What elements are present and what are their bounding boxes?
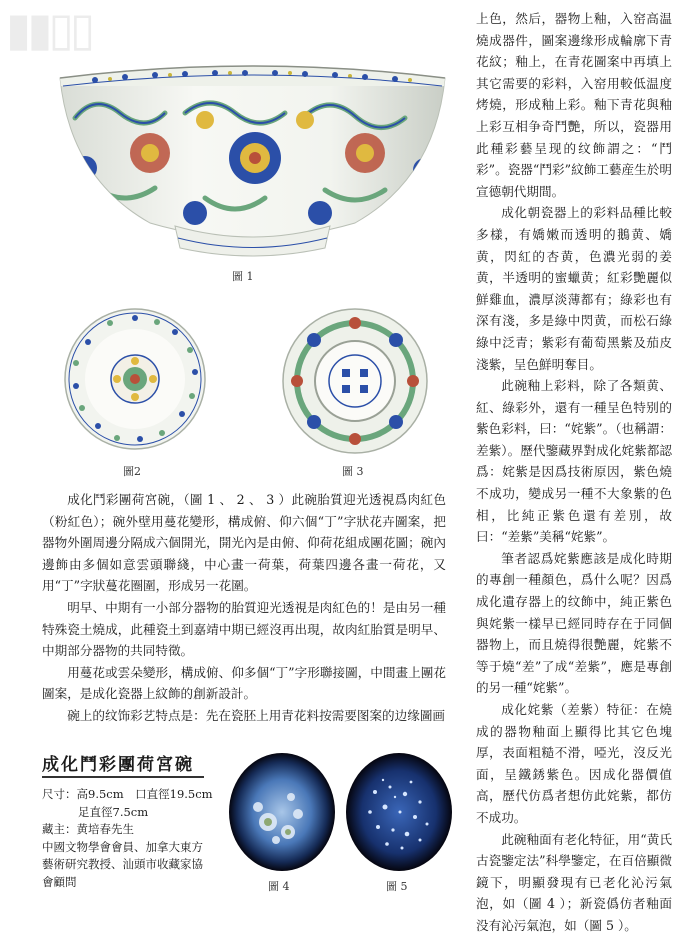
owner-row (42, 821, 222, 839)
size-value-2: 足直徑7.5cm (78, 804, 149, 819)
owner-bio-1: 中國文物學會會員、加拿大東方 (42, 839, 203, 854)
specimen-details (42, 786, 222, 891)
figure-5-microscope-new-bubbles-photo (345, 752, 453, 872)
right-paragraph-4: 筆者認爲姹紫應該是成化時期的專創一種顏色，爲什么呢？因爲成化遺存器上的纹飾中，純正紫色與姹紫一樣早已經同時存在于同個器物上，而且燒得很艷麗，姹紫不等于燒“差”了成“差紫”，應是專創的另一種“姹紫”。 (476, 550, 672, 696)
size-row (42, 786, 222, 804)
figure-1-bowl-side-photo (55, 58, 450, 268)
size-value-1: 高9.5cm 口直徑19.5cm (76, 787, 213, 801)
right-paragraph-6: 此碗釉面有老化特征，用“黄氏古瓷鑒定法”科學鑒定，在百倍顯微鏡下，明顯發現有已老化沁污氣泡，如（圖 4 ）；新瓷僞仿者釉面没有沁污氣泡，如（圖 5 ）。 (476, 831, 672, 933)
right-paragraph-1: 上色，然后，器物上釉，入窑高温燒成器件，圖案邊缘形成輪廓下青花紋；釉上，在青花圖案中再填上其它需要的彩料，入窑用較低温度烤燒，形成釉上彩。釉下青花與釉上彩互相争奇鬥艷，所以，瓷器用此種彩藝呈现的纹飾謂之：“鬥彩”。瓷器“鬥彩”紋飾工藝産生於明宣德朝代期間。 (476, 11, 672, 199)
left-paragraph-4: 碗上的纹饰彩艺特点是：先在瓷胚上用青花料按需要图案的边缘圖画 (67, 707, 445, 723)
owner-name: 黄培春先生 (76, 822, 134, 836)
right-column-body (476, 8, 672, 937)
owner-bio-3: 會顧問 (42, 874, 77, 889)
right-paragraph-5: 成化姹紫（差紫）特征：在燒成的器物釉面上顯得比其它色塊厚，表面粗糙不滑，啞光，沒反光面，呈鐵銹紫色。因成化器價值高，歷代仿爲者想仿此姹紫，都仿不成功。 (476, 702, 672, 825)
left-column-body (42, 489, 446, 727)
owner-label: 藏主： (42, 822, 77, 836)
right-paragraph-3: 此碗釉上彩料，除了各類黄、紅、綠彩外，還有一種呈色特别的紫色彩料，曰：“姹紫”。（也稱謂：差紫）。歷代鑒藏界對成化姹紫都認爲：姹紫是因爲技術原因，紫色燒不成功，變成另一種不大象紫的色相，比純正紫色還有差別，故曰：“差紫”美稱“姹紫”。 (476, 378, 672, 545)
figure-4-caption: 圖 4 (268, 880, 290, 893)
figure-1-caption: 圖 1 (232, 270, 254, 283)
left-paragraph-3: 用蔓花或雲朵變形，構成俯、仰多個“丁”字形聯接圖，中間畫上團花圖案，是成化瓷器上紋飾的創新設計。 (42, 664, 446, 702)
figure-2-caption: 圖2 (123, 465, 141, 478)
figure-3-bowl-base-photo (280, 306, 430, 456)
left-paragraph-1: 成化鬥彩團荷宮碗，（圖 1 、 2 、 3 ）此碗胎質迎光透視爲肉紅色（粉紅色）；碗外壁用蔓花變形，構成俯、仰六個“丁”字狀花卉圖案，把器物外圍周邊分隔成六個開光，開光內是由俯、仰荷花組成團花圖；碗內邊飾由多個如意雲頭聯綫，中心畫一荷葉，荷葉四邊各畫一荷花，又用“丁”字狀蔓花圈圍，形成另一花圍。 (42, 492, 446, 594)
right-paragraph-2: 成化朝瓷器上的彩料品種比較多樣，有嬌嫩而透明的鵝黄、嬌黄，閃紅的杏黄，色濃光弱的姜黄，半透明的蜜蠟黄；紅彩艷麗似鮮雞血，濃厚淡薄都有；綠彩也有深有淺，多是綠中閃黄，而松石綠綠中泛青；紫彩有葡萄黑紫及茄皮淺紫，呈色鮮明奪目。 (476, 205, 672, 372)
specimen-title-rule (42, 776, 204, 778)
figure-3-caption: 圖 3 (342, 465, 364, 478)
figure-5-caption: 圖 5 (386, 880, 408, 893)
specimen-title: 成化鬥彩團荷宮碗 (42, 755, 194, 775)
left-paragraph-2: 明早、中期有一小部分器物的胎質迎光透視是肉紅色的！是由另一種特殊瓷土燒成，此種瓷土到嘉靖中期已經沒再出現，故肉紅胎質是明早、中期部分器物的共同特徵。 (42, 599, 446, 659)
size-label: 尺寸： (42, 787, 77, 801)
corner-watermark-decoration: ▮▮▯▯ (6, 2, 92, 56)
figure-4-microscope-aged-bubbles-photo (228, 752, 336, 872)
figure-2-bowl-interior-photo (62, 306, 208, 452)
owner-bio-2: 藝術研究教授、汕頭市收藏家協 (42, 857, 203, 871)
